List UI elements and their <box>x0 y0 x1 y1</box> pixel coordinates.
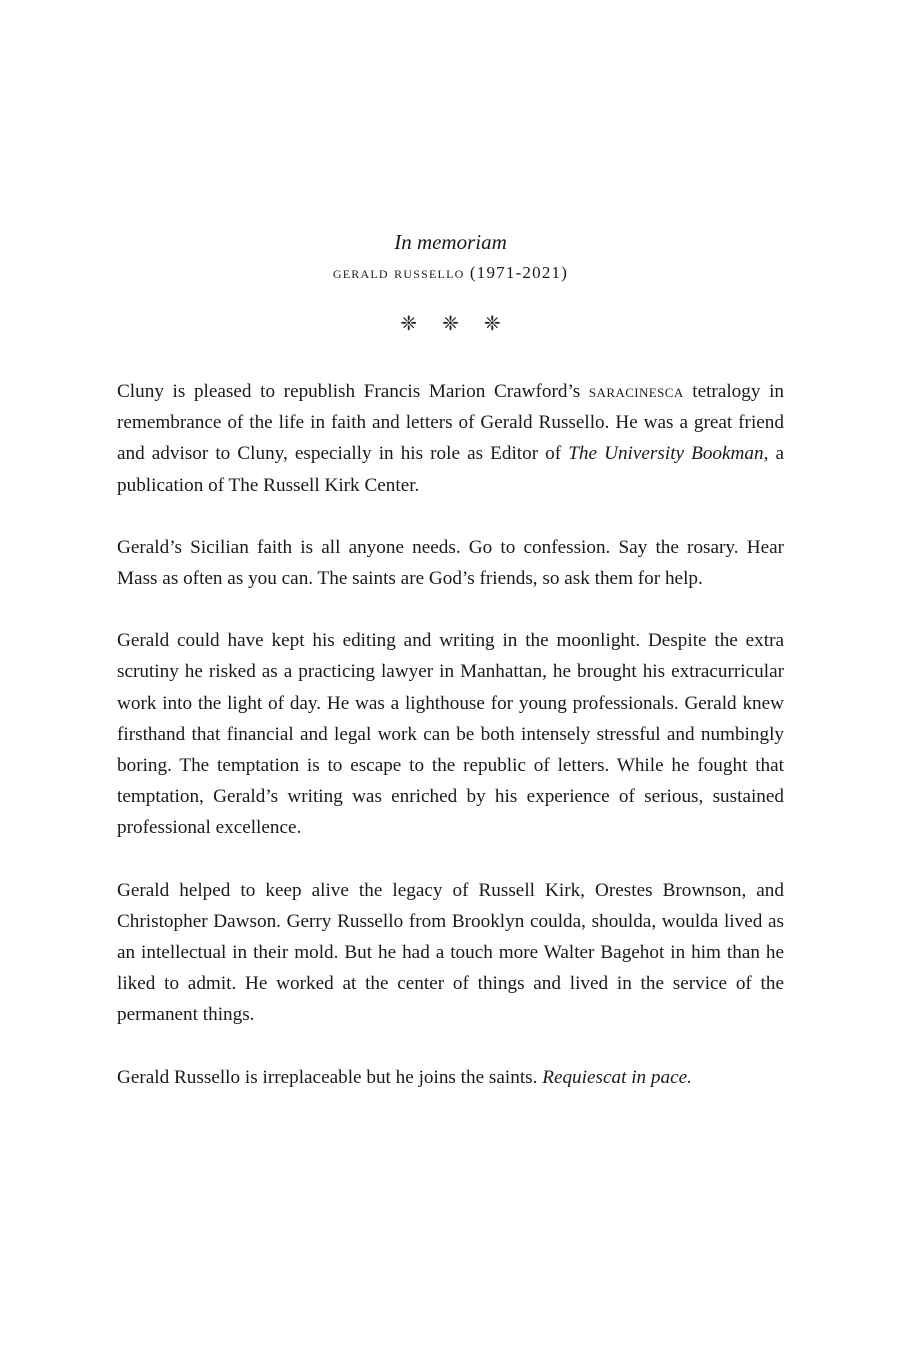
ornament-divider: ❈ ❈ ❈ <box>400 313 511 335</box>
dedication <box>117 228 784 336</box>
paragraph-republication: Cluny is pleased to republish Francis Marion Crawford’s saracinesca tetralogy in remembrance of the life in faith and letters of Gerald Russello. He was a great friend and advisor to Cluny, especially in his role as Editor of The University Bookman, a publication of The Russell Kirk Center. <box>117 381 785 496</box>
paragraph-closing: Gerald Russello is irreplaceable but he joins the saints. Requiescat in pace. <box>117 1066 692 1088</box>
paragraph-legacy: Gerald helped to keep alive the legacy of Russell Kirk, Orestes Brownson, and Christopher Dawson. Gerry Russello from Brooklyn coulda, shoulda, woulda lived as an intellectual in their mold. But he had a touch more Walter Bagehot in him than he liked to admit. He worked at the center of things and lived in the service of the permanent things. <box>117 879 784 1026</box>
paragraph-career: Gerald could have kept his editing and writing in the moonlight. Despite the extra scrutiny he risked as a practicing lawyer in Manhattan, he brought his extracurricular work into the light of day. He was a lighthouse for young professionals. Gerald knew firsthand that financial and legal work can be both intensely stressful and numbingly boring. The temptation is to escape to the republic of letters. While he fought that temptation, Gerald’s writing was enriched by his experience of serious, sustained professional excellence. <box>117 630 784 839</box>
memorial-page <box>117 228 784 1124</box>
paragraph-faith: Gerald’s Sicilian faith is all anyone needs. Go to confession. Say the rosary. Hear Mass as often as you can. The saints are God’s friends, so ask them for help. <box>117 536 784 590</box>
requiescat: Requiescat in pace. <box>542 1066 692 1088</box>
publication-title: The University Bookman <box>568 443 764 465</box>
in-memoriam-heading: In memoriam <box>394 230 507 254</box>
honoree-name-dates: gerald russello (1971-2021) <box>332 263 569 282</box>
series-title: saracinesca <box>588 381 684 402</box>
memorial-text <box>117 376 784 1093</box>
